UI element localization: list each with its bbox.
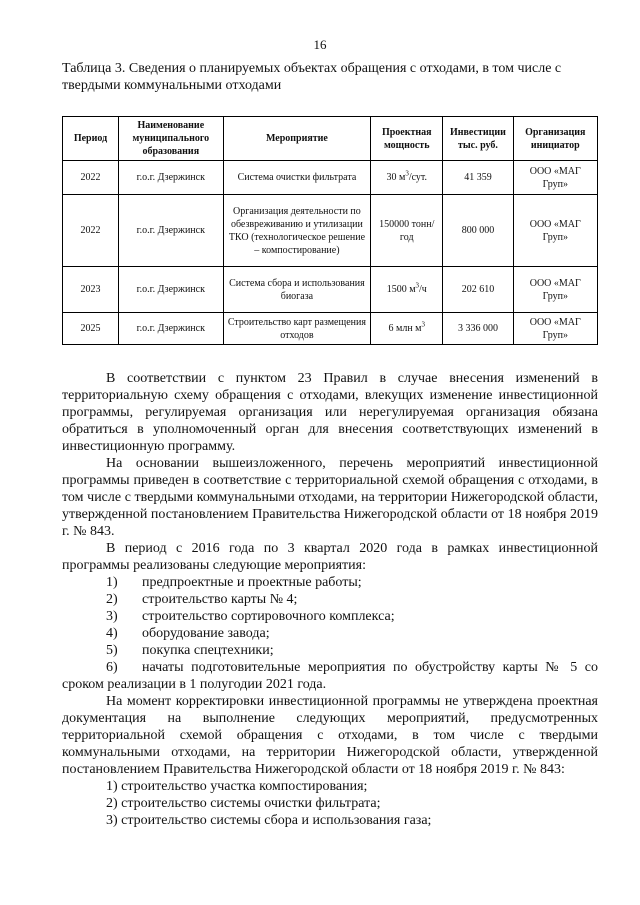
cell-measure: Система сбора и использования биогаза xyxy=(223,267,370,313)
table-row xyxy=(63,313,598,345)
cell-municipality: г.о.г. Дзержинск xyxy=(118,267,223,313)
cell-measure: Система очистки фильтрата xyxy=(223,161,370,195)
header-capacity: Проектная мощность xyxy=(371,117,443,161)
list-item: 3) строительство системы сбора и использования газа; xyxy=(106,813,432,828)
cell-period: 2022 xyxy=(63,161,119,195)
table-header-row xyxy=(63,117,598,161)
document-body xyxy=(62,370,598,829)
header-investment: Инвестиции тыс. руб. xyxy=(443,117,513,161)
list-item-text: предпроектные и проектные работы; xyxy=(142,575,362,590)
table-row xyxy=(63,161,598,195)
paragraph-implemented-intro: В период с 2016 года по 3 квартал 2020 года в рамках инвестиционной программы реализованы следующие мероприятия: xyxy=(62,541,598,573)
list-item xyxy=(62,659,598,693)
header-measure: Мероприятие xyxy=(223,117,370,161)
cell-municipality: г.о.г. Дзержинск xyxy=(118,161,223,195)
table-row xyxy=(63,267,598,313)
cell-measure: Строительство карт размещения отходов xyxy=(223,313,370,345)
cell-capacity: 1500 $м^3/ч$ xyxy=(371,267,443,313)
cell-period: 2025 xyxy=(63,313,119,345)
list-item xyxy=(62,608,598,625)
list-item-text: строительство карты № 4; xyxy=(142,592,298,607)
list-item xyxy=(62,625,598,642)
list-item-number: 1) xyxy=(106,575,118,590)
list-item: 2) строительство системы очистки фильтрата; xyxy=(106,796,381,811)
cell-measure: Организация деятельности по обезвреживанию и утилизации ТКО (технологическое решение – компостирование) xyxy=(223,195,370,267)
list-item-number: 5) xyxy=(106,643,118,658)
cell-organization: ООО «МАГ Груп» xyxy=(513,161,597,195)
header-organization: Организация инициатор xyxy=(513,117,597,161)
cell-municipality: г.о.г. Дзержинск xyxy=(118,195,223,267)
list-item-text: покупка спецтехники; xyxy=(142,643,274,658)
list-item-number: 2) xyxy=(106,592,118,607)
cell-capacity: 6 млн $м^3$ xyxy=(371,313,443,345)
paragraph-amendment-rule: В соответствии с пунктом 23 Правил в случае внесения изменений в территориальную схему обращения с отходами, влекущих изменение инвестиционной программы, регулируемая организация или нерегулируемая организация обязана обратиться в уполномоченный орган для внесения соответствующих изменений в инвестиционную программу. xyxy=(62,371,598,454)
header-period: Период xyxy=(63,117,119,161)
cell-investment: 800 000 xyxy=(443,195,513,267)
cell-organization: ООО «МАГ Груп» xyxy=(513,195,597,267)
list-item-number: 3) xyxy=(106,609,118,624)
list-item-number: 4) xyxy=(106,626,118,641)
cell-investment: 202 610 xyxy=(443,267,513,313)
page-number: 16 xyxy=(313,37,327,52)
list-item-text: начаты подготовительные мероприятия по обустройству карты № 5 со сроком реализации в 1 полугодии 2021 года. xyxy=(62,660,598,692)
waste-facilities-table xyxy=(62,116,598,345)
list-item-text: строительство сортировочного комплекса; xyxy=(142,609,395,624)
header-municipality: Наименование муниципального образования xyxy=(118,117,223,161)
cell-period: 2022 xyxy=(63,195,119,267)
list-item: 1) строительство участка компостирования; xyxy=(106,779,368,794)
cell-capacity: 30 $м^3$/сут. xyxy=(371,161,443,195)
paragraph-pending-projects: На момент корректировки инвестиционной программы не утверждена проектная документация на выполнение следующих мероприятий, предусмотренных территориальной схемой обращения с отходами, в том числе с твердыми коммунальными отходами, на территории Нижегородской области, утвержденной постановлением Правительства Нижегородской области от 18 ноября 2019 г. № 843: xyxy=(62,694,598,777)
cell-organization: ООО «МАГ Груп» xyxy=(513,267,597,313)
cell-capacity: 150000 тонн/год xyxy=(371,195,443,267)
list-item xyxy=(62,574,598,591)
cell-investment: 41 359 xyxy=(443,161,513,195)
cell-organization: ООО «МАГ Груп» xyxy=(513,313,597,345)
cell-municipality: г.о.г. Дзержинск xyxy=(118,313,223,345)
cell-investment: 3 336 000 xyxy=(443,313,513,345)
list-item-text: оборудование завода; xyxy=(142,626,270,641)
table-caption: Таблица 3. Сведения о планируемых объектах обращения с отходами, в том числе с твердыми коммунальными отходами xyxy=(62,61,562,93)
list-item xyxy=(62,642,598,659)
paragraph-program-alignment: На основании вышеизложенного, перечень мероприятий инвестиционной программы приведен в соответствие с территориальной схемой обращения с отходами, в том числе с твердыми коммунальными отходами, на территории Нижегородской области, утвержденной постановлением Правительства Нижегородской области от 18 ноября 2019 г. № 843. xyxy=(62,456,598,539)
cell-period: 2023 xyxy=(63,267,119,313)
table-row xyxy=(63,195,598,267)
list-item xyxy=(62,591,598,608)
list-item-number: 6) xyxy=(106,660,118,675)
